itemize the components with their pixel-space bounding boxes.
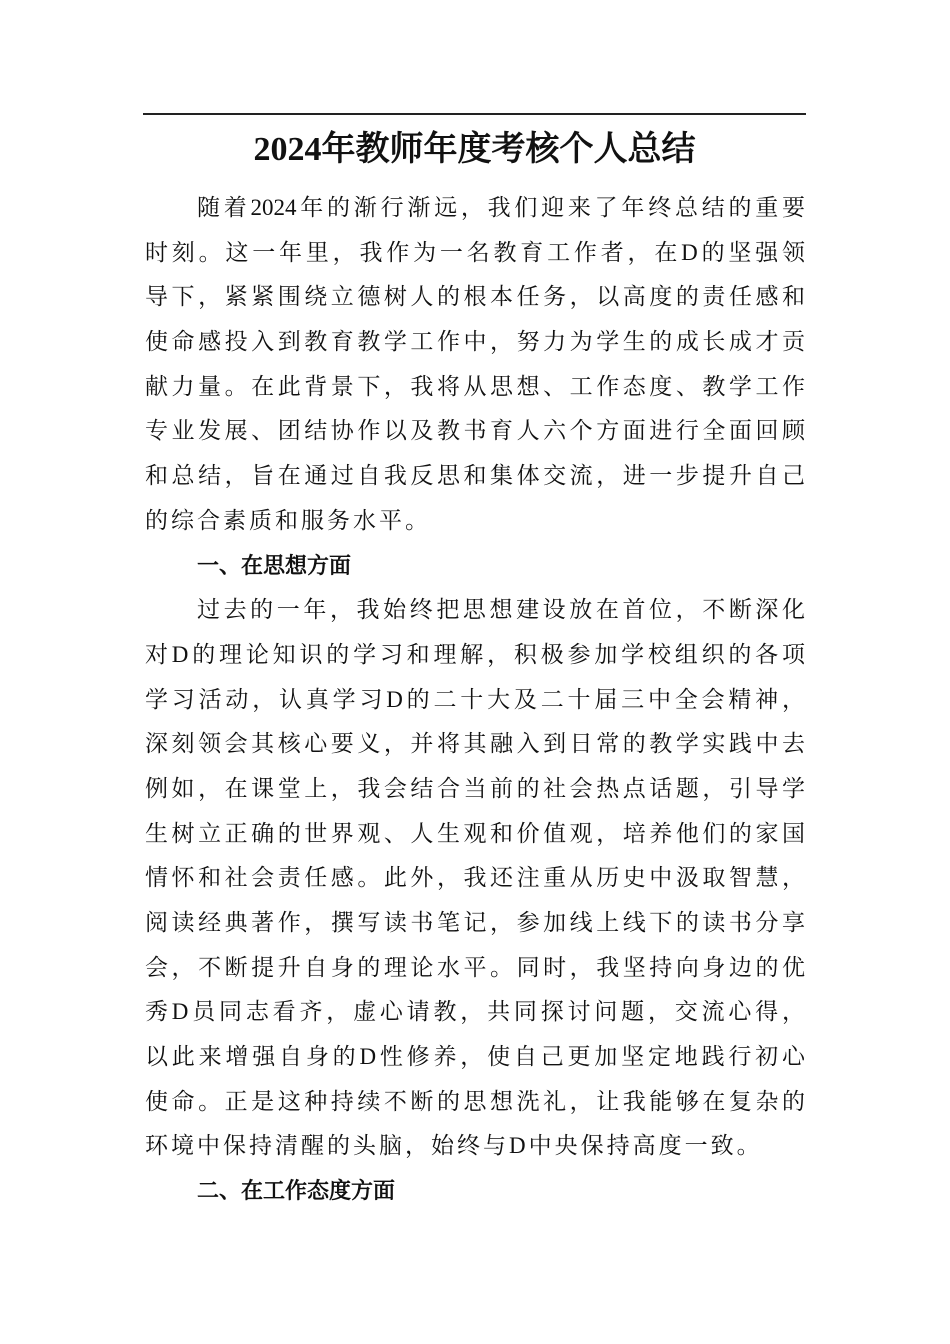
text-line: 过去的一年，我始终把思想建设放在首位，不断深化 (197, 597, 805, 623)
text-line: 秀D员同志看齐，虚心请教，共同探讨问题，交流心得， (145, 999, 805, 1025)
section1-paragraph (145, 588, 805, 1169)
text-line: 情怀和社会责任感。此外，我还注重从历史中汲取智慧， (145, 865, 805, 891)
document-title: 2024年教师年度考核个人总结 (253, 131, 696, 168)
text-line: 学习活动，认真学习D的二十大及二十届三中全会精神， (145, 686, 805, 712)
text-line: 时刻。这一年里，我作为一名教育工作者，在D的坚强领 (145, 239, 805, 265)
document-body (145, 186, 805, 1214)
text-line: 和总结，旨在通过自我反思和集体交流，进一步提升自己 (145, 463, 805, 489)
text-line: 专业发展、团结协作以及教书育人六个方面进行全面回顾 (145, 418, 805, 444)
text-line: 例如，在课堂上，我会结合当前的社会热点话题，引导学 (145, 775, 805, 801)
header-rule (143, 113, 806, 115)
text-line: 以此来增强自身的D性修养，使自己更加坚定地践行初心 (145, 1044, 805, 1070)
section-heading-thought: 一、在思想方面 (197, 552, 352, 578)
text-line: 使命。正是这种持续不断的思想洗礼，让我能够在复杂的 (145, 1088, 805, 1114)
text-line: 阅读经典著作，撰写读书笔记，参加线上线下的读书分享 (145, 910, 805, 935)
text-line: 的综合素质和服务水平。 (145, 507, 431, 533)
text-line: 使命感投入到教育教学工作中，努力为学生的成长成才贡 (145, 329, 805, 355)
section-heading-work-attitude: 二、在工作态度方面 (197, 1178, 396, 1204)
text-line: 导下，紧紧围绕立德树人的根本任务，以高度的责任感和 (145, 284, 805, 310)
text-line: 献力量。在此背景下，我将从思想、工作态度、教学工作 (145, 373, 805, 399)
text-line: 环境中保持清醒的头脑，始终与D中央保持高度一致。 (145, 1133, 763, 1159)
text-line: 随着2024年的渐行渐远，我们迎来了年终总结的重要 (197, 195, 805, 220)
text-line: 对D的理论知识的学习和理解，积极参加学校组织的各项 (145, 641, 805, 667)
text-line: 会，不断提升自身的理论水平。同时，我坚持向身边的优 (145, 954, 805, 980)
text-line: 深刻领会其核心要义，并将其融入到日常的教学实践中去 (145, 731, 805, 757)
intro-paragraph (145, 186, 805, 544)
text-line: 生树立正确的世界观、人生观和价值观，培养他们的家国 (145, 820, 805, 846)
